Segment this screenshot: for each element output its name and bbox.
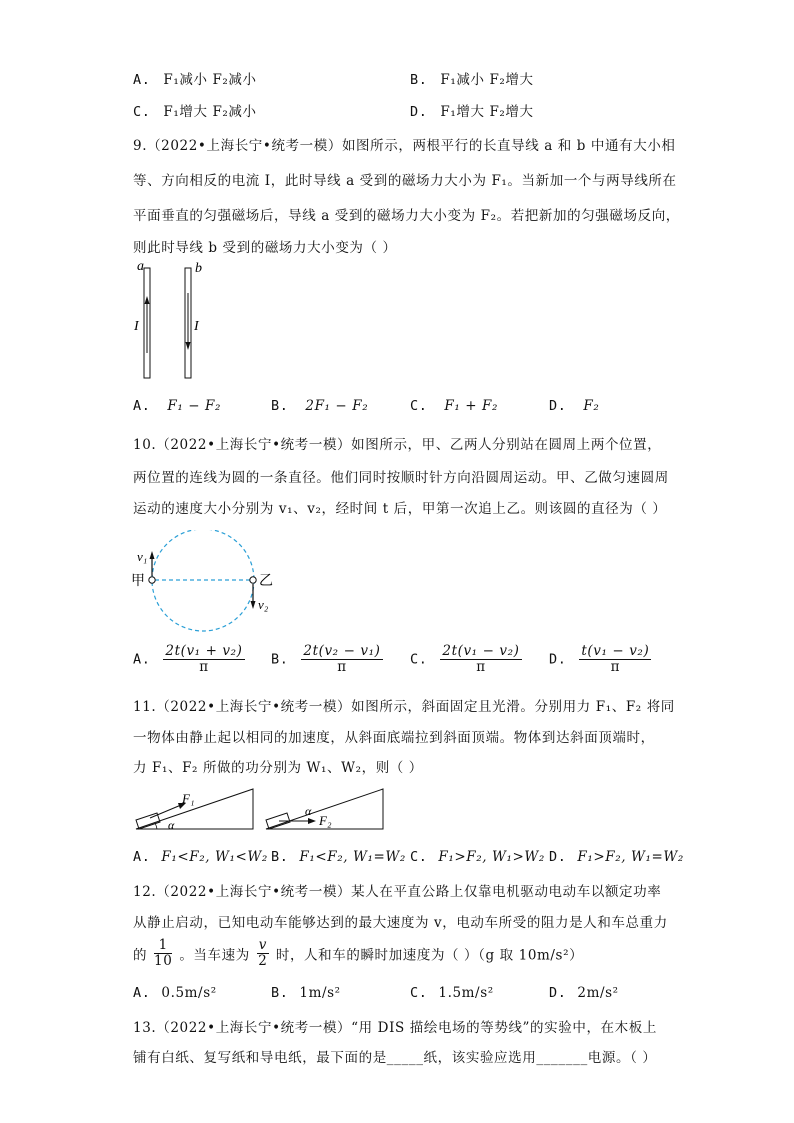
fraction-denominator: π xyxy=(199,659,209,675)
q13-line-2: 铺有白纸、复写纸和导电纸，最下面的是_____纸，该实验应选用_______电源。（ ） xyxy=(133,1050,657,1066)
option-label: D. xyxy=(549,651,567,668)
q10-option-a xyxy=(133,644,247,675)
option-text: F₁<F₂, W₁=W₂ xyxy=(299,849,406,865)
fraction-denominator: 2 xyxy=(258,953,268,969)
arrowhead-up-icon xyxy=(145,296,150,304)
option-text: 0.5m/s² xyxy=(161,985,217,1001)
q12-option-d xyxy=(549,985,619,1001)
q8-option-a xyxy=(133,68,257,88)
label-jia: 甲 xyxy=(131,574,145,589)
q12-line-1: 12.（2022•上海长宁•统考一模）某人在平直公路上仅靠电机驱动电动车以额定功率 xyxy=(133,884,662,900)
label-b: b xyxy=(195,261,202,276)
q9-option-b xyxy=(271,398,368,414)
option-text: 1m/s² xyxy=(299,985,341,1001)
option-label: D. xyxy=(410,104,428,120)
fraction-numerator: 2t(v₂ − v₁) xyxy=(303,643,381,659)
line-text: 的 xyxy=(133,947,148,964)
option-text: F₁>F₂, W₁=W₂ xyxy=(577,849,684,865)
option-text: F₁ − F₂ xyxy=(167,398,222,414)
fraction-one-tenth xyxy=(154,938,172,969)
arrowhead-icon xyxy=(308,818,316,824)
option-text: F₁减小 F₂增大 xyxy=(440,72,534,88)
q10-line-1: 10.（2022•上海长宁•统考一模）如图所示，甲、乙两人分别站在圆周上两个位置， xyxy=(133,437,662,453)
option-text: F₁增大 F₂减小 xyxy=(163,104,257,120)
q10-circle-figure xyxy=(128,530,278,645)
fraction-numerator: v xyxy=(258,937,267,953)
option-label: A. xyxy=(133,849,151,865)
option-label: D. xyxy=(549,985,567,1001)
q12-line-3 xyxy=(133,938,583,969)
q10-option-d xyxy=(549,644,653,675)
option-label: C. xyxy=(410,398,428,414)
q9-parallel-wires-figure xyxy=(128,258,218,383)
q13-line-1: 13.（2022•上海长宁•统考一模）“用 DIS 描绘电场的等势线”的实验中，在木板上 xyxy=(133,1020,657,1036)
label-v1: v₁ xyxy=(137,549,148,564)
q9-line-3: 平面垂直的匀强磁场后，导线 a 受到的磁场力大小变为 F₂。若把新加的匀强磁场反向， xyxy=(133,208,680,224)
fraction-denominator: 10 xyxy=(154,953,173,969)
label-yi: 乙 xyxy=(259,574,273,589)
option-label: A. xyxy=(133,72,151,88)
q8-option-c xyxy=(133,100,257,120)
q9-option-c xyxy=(410,398,498,414)
q10-option-c xyxy=(410,644,524,675)
track-circle xyxy=(152,530,254,631)
q10-option-b xyxy=(271,644,385,675)
option-label: B. xyxy=(271,398,289,414)
incline-left xyxy=(136,789,253,829)
label-f2: F₂ xyxy=(319,813,332,828)
arrowhead-up-icon xyxy=(150,551,155,559)
fraction-numerator: 2t(v₁ − v₂) xyxy=(442,643,520,659)
q9-line-1: 9.（2022•上海长宁•统考一模）如图所示，两根平行的长直导线 a 和 b 中通有大小相 xyxy=(133,138,676,154)
fraction-v-half xyxy=(257,938,269,969)
option-text: F₁减小 F₂减小 xyxy=(163,72,257,88)
q9-option-d xyxy=(549,398,599,414)
label-a: a xyxy=(137,259,144,274)
option-text: 1.5m/s² xyxy=(438,985,494,1001)
fraction-denominator: π xyxy=(337,659,347,675)
jia-point xyxy=(149,577,155,583)
option-text: 2F₁ − F₂ xyxy=(305,398,369,414)
fraction-numerator: t(v₁ − v₂) xyxy=(581,643,650,659)
force-f1-arrow xyxy=(150,805,181,818)
arrowhead-down-icon xyxy=(251,601,256,609)
option-text: F₂ xyxy=(583,398,600,414)
option-label: D. xyxy=(549,398,567,414)
arrowhead-down-icon xyxy=(186,342,191,350)
option-text: F₁>F₂, W₁>W₂ xyxy=(438,849,545,865)
option-text: F₁ + F₂ xyxy=(444,398,499,414)
option-label: C. xyxy=(410,651,428,668)
q12-line-2: 从静止启动，已知电动车能够达到的最大速度为 v，电动车所受的阻力是人和车总重力 xyxy=(133,915,668,931)
option-text: F₁增大 F₂增大 xyxy=(440,104,534,120)
option-label: A. xyxy=(133,398,151,414)
q9-option-a xyxy=(133,398,221,414)
q12-option-b xyxy=(271,985,341,1001)
line-text: 时，人和车的瞬时加速度为（ ）（g 取 10m/s²） xyxy=(275,947,584,964)
q11-option-c xyxy=(410,849,545,865)
option-label: B. xyxy=(410,72,428,88)
option-label: B. xyxy=(271,985,289,1001)
q11-line-3: 力 F₁、F₂ 所做的功分别为 W₁、W₂，则（ ） xyxy=(133,760,423,776)
q8-option-d xyxy=(410,100,534,120)
q9-line-4: 则此时导线 b 受到的磁场力大小变为（ ） xyxy=(133,240,397,256)
label-v2: v₂ xyxy=(258,597,269,612)
q12-option-a xyxy=(133,985,217,1001)
q11-incline-figure xyxy=(133,785,393,835)
yi-point xyxy=(250,577,256,583)
line-text: 。当车速为 xyxy=(179,947,250,964)
option-fraction xyxy=(163,644,244,675)
q11-line-1: 11.（2022•上海长宁•统考一模）如图所示，斜面固定且光滑。分别用力 F₁、F₂ 将同 xyxy=(133,699,675,715)
q9-line-2: 等、方向相反的电流 I，此时导线 a 受到的磁场力大小为 F₁。当新加一个与两导线所在 xyxy=(133,173,677,189)
option-label: C. xyxy=(133,104,151,120)
option-label: A. xyxy=(133,651,151,668)
option-fraction xyxy=(579,644,651,675)
label-alpha-right: α xyxy=(305,804,312,818)
q8-option-b xyxy=(410,68,534,88)
fraction-denominator: π xyxy=(610,659,621,675)
fraction-numerator: 1 xyxy=(154,938,172,954)
q10-line-2: 两位置的连线为圆的一条直径。他们同时按顺时针方向沿圆周运动。甲、乙做匀速圆周 xyxy=(133,470,669,486)
angle-arc-left xyxy=(155,823,157,829)
label-current-b: I xyxy=(194,319,199,334)
option-label: D. xyxy=(549,849,567,865)
option-text: 2m/s² xyxy=(577,985,619,1001)
option-label: B. xyxy=(271,849,289,865)
q11-option-d xyxy=(549,849,684,865)
q11-option-b xyxy=(271,849,406,865)
option-fraction xyxy=(301,644,382,675)
option-label: C. xyxy=(410,985,428,1001)
fraction-denominator: π xyxy=(476,659,486,675)
option-label: C. xyxy=(410,849,428,865)
option-label: A. xyxy=(133,985,151,1001)
option-text: F₁<F₂, W₁<W₂ xyxy=(161,849,268,865)
q12-option-c xyxy=(410,985,494,1001)
label-current-a: I xyxy=(134,319,139,334)
label-f1: F₁ xyxy=(182,791,195,806)
fraction-numerator: 2t(v₁ + v₂) xyxy=(165,643,243,659)
q10-line-3: 运动的速度大小分别为 v₁、v₂，经时间 t 后，甲第一次追上乙。则该圆的直径为（ ） xyxy=(133,501,667,517)
q11-option-a xyxy=(133,849,268,865)
option-fraction xyxy=(440,644,521,675)
label-alpha-left: α xyxy=(168,818,175,832)
q11-line-2: 一物体由静止起以相同的加速度，从斜面底端拉到斜面顶端。物体到达斜面顶端时， xyxy=(133,730,655,746)
option-label: B. xyxy=(271,651,289,668)
